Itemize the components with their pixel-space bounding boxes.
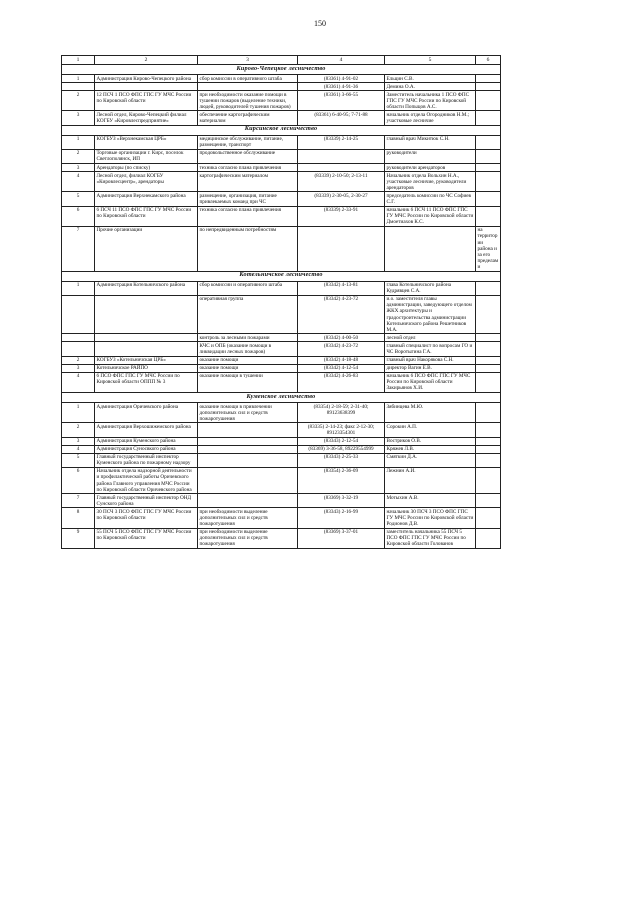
cell-phone: (83343) 2-16-99 [298, 508, 385, 528]
cell-contact-person: руководители арендаторов [385, 164, 476, 172]
cell-note [476, 342, 501, 356]
table-row [62, 364, 501, 372]
cell-contact-person: Демина О.А. [385, 83, 476, 91]
cell-phone: (83342) 4-18-48 [298, 356, 385, 364]
cell-function: при необходимости выделение дополнительных сил и средств пожаротушения [198, 528, 298, 548]
cell-contact-person: Ельцин С.В. [385, 75, 476, 83]
cell-contact-person: председатель комиссии по ЧС Софиев С.Г. [385, 192, 476, 206]
column-number: 5 [385, 56, 476, 65]
section-header-row [62, 65, 501, 75]
cell-phone: (83369) 3-37-01 [298, 528, 385, 548]
column-number: 6 [476, 56, 501, 65]
cell-phone: (83361) 6-40-95; 7-71-88 [298, 111, 385, 125]
cell-row-number: 2 [62, 423, 95, 437]
cell-note [476, 403, 501, 423]
cell-phone [298, 164, 385, 172]
cell-phone: (83343) 2-25-33 [298, 453, 385, 467]
table-row [62, 226, 501, 271]
cell-function: оказание помощи в тушении [198, 372, 298, 392]
cell-contact-person: главный специалист по вопросам ГО и ЧС Воротыгина Г.А. [385, 342, 476, 356]
cell-organization [95, 342, 198, 356]
cell-function: картографическим материалом [198, 172, 298, 192]
cell-organization: Лесной отдел, филиал КОГБУ «Кировлесцентр», арендаторы [95, 172, 198, 192]
cell-row-number: 3 [62, 164, 95, 172]
cell-row-number: 5 [62, 453, 95, 467]
table-row [62, 494, 501, 508]
cell-note [476, 356, 501, 364]
section-header-row [62, 271, 501, 281]
cell-note [476, 172, 501, 192]
table-row [62, 423, 501, 437]
cell-row-number: 1 [62, 135, 95, 149]
cell-contact-person: заместитель начальника 55 ПСЧ 5 ПСО ФПС ГПС ГУ МЧС России по Кировской области Голованов [385, 528, 476, 548]
table-row [62, 295, 501, 334]
cell-note [476, 206, 501, 226]
cell-organization [95, 83, 198, 91]
cell-organization [95, 295, 198, 334]
cell-phone: (83361) 3-66-55 [298, 91, 385, 111]
cell-contact-person: начальник 6 ПСЧ 11 ПСО ФПС ГПС ГУ МЧС России по Кировской области Дмоетиахов К.С. [385, 206, 476, 226]
cell-function: КЧС и ОПБ (оказание помощи в ликвидации лесных пожаров) [198, 342, 298, 356]
cell-organization: Главный государственный инспектор Куменского района по пожарному надзору [95, 453, 198, 467]
cell-function [198, 437, 298, 445]
cell-function: оказание помощи [198, 364, 298, 372]
cell-phone: (83342) 4-26-83 [298, 372, 385, 392]
cell-organization: 12 ПСЧ 1 ПСО ФПС ГПС ГУ МЧС России по Кировской области [95, 91, 198, 111]
cell-function: при необходимости выделение дополнительных сил и средств пожаротушения [198, 508, 298, 528]
cell-note [476, 364, 501, 372]
cell-phone: (83342) 4-13-81 [298, 281, 385, 295]
cell-function: контроль за лесными пожарами [198, 334, 298, 342]
cell-organization: Администрация Оричевского района [95, 403, 198, 423]
cell-note [476, 445, 501, 453]
cell-organization: Администрация Суносвкого района [95, 445, 198, 453]
cell-row-number: 3 [62, 364, 95, 372]
cell-note [476, 453, 501, 467]
table-row [62, 135, 501, 149]
contacts-table [61, 55, 501, 549]
column-number: 4 [298, 56, 385, 65]
cell-phone: (83361) 4-91-02 [298, 75, 385, 83]
cell-contact-person: начальник 30 ПСЧ 3 ПСО ФПС ГПС ГУ МЧС России по Кировской области Родионов Д.В. [385, 508, 476, 528]
cell-note [476, 281, 501, 295]
cell-contact-person: начальник отдела Огородников Н.М.; участковые лесничие [385, 111, 476, 125]
cell-row-number: 1 [62, 75, 95, 83]
cell-row-number: 7 [62, 494, 95, 508]
table-row [62, 403, 501, 423]
table-row [62, 334, 501, 342]
cell-note [476, 372, 501, 392]
table-row [62, 83, 501, 91]
cell-row-number: 4 [62, 445, 95, 453]
cell-organization: Прочие организации [95, 226, 198, 271]
cell-function: обеспечение картографическим материалом [198, 111, 298, 125]
column-number: 2 [95, 56, 198, 65]
cell-contact-person: руководители [385, 149, 476, 163]
cell-contact-person: начальник 6 ПСО ФПС ГПС ГУ МЧС России по Кировской области Закирьянов Х.И. [385, 372, 476, 392]
cell-note [476, 295, 501, 334]
cell-contact-person: Мотыхин А.В. [385, 494, 476, 508]
table-row [62, 149, 501, 163]
cell-phone: (83339) 2-33-91 [298, 206, 385, 226]
table-row [62, 372, 501, 392]
cell-note [476, 135, 501, 149]
cell-function [198, 445, 298, 453]
cell-contact-person: Смяткин Д.А. [385, 453, 476, 467]
cell-function: оказание помощи в привлечении дополнительных сил и средств пожаротушения [198, 403, 298, 423]
cell-function: при необходимости оказание помощи в тушении пожаров (выделение техники, людей, руководителей тушения пожаров) [198, 91, 298, 111]
cell-phone: (83342) 4-00-50 [298, 334, 385, 342]
section-header-row [62, 125, 501, 135]
cell-organization: Администрация Котельничского района [95, 281, 198, 295]
cell-contact-person: Кряжев Л.В. [385, 445, 476, 453]
cell-organization: Администрация Верхнекамского района [95, 192, 198, 206]
cell-note [476, 334, 501, 342]
table-row [62, 111, 501, 125]
cell-phone: (83342) 4-12-54 [298, 364, 385, 372]
cell-contact-person: лесной отдел [385, 334, 476, 342]
cell-row-number: 1 [62, 281, 95, 295]
cell-note [476, 508, 501, 528]
cell-contact-person: главный врач Накорякова С.Н. [385, 356, 476, 364]
cell-organization: КОГБУЗ «Верхнекамская ЦРБ» [95, 135, 198, 149]
cell-contact-person: Сорокин А.П. [385, 423, 476, 437]
cell-contact-person: Зябинцева М.Ю. [385, 403, 476, 423]
cell-phone: (83339) 2-14-25 [298, 135, 385, 149]
cell-organization: Главный государственный инспектор ОНД Сунского района [95, 494, 198, 508]
table-row [62, 75, 501, 83]
cell-contact-person: директор Вагин Е.В. [385, 364, 476, 372]
column-number: 3 [198, 56, 298, 65]
table-row [62, 164, 501, 172]
section-title: Котельничское лесничество [62, 271, 501, 281]
section-header-row [62, 393, 501, 403]
cell-organization: 30 ПСЧ 3 ПСО ФПС ГПС ГУ МЧС России по Кировской области [95, 508, 198, 528]
cell-phone: (83354) 2-36-09 [298, 467, 385, 493]
cell-contact-person: Заместитель начальника 1 ПСО ФПС ГПС ГУ МЧС России по Кировской области Попыцов А.С. [385, 91, 476, 111]
cell-row-number [62, 342, 95, 356]
cell-row-number [62, 295, 95, 334]
cell-organization: Арендаторы (по списку) [95, 164, 198, 172]
section-title: Кирсинское лесничество [62, 125, 501, 135]
table-row [62, 281, 501, 295]
table-row [62, 453, 501, 467]
cell-function: техника согласно плана привлечения [198, 206, 298, 226]
section-title: Куменское лесничество [62, 393, 501, 403]
cell-note [476, 91, 501, 111]
cell-contact-person [385, 226, 476, 271]
cell-organization: Торговые организации г. Кирс, поселок Светлополянск, ИП [95, 149, 198, 163]
cell-function [198, 494, 298, 508]
table-row [62, 437, 501, 445]
cell-organization [95, 334, 198, 342]
cell-function: сбор комиссии и оперативного штаба [198, 281, 298, 295]
table-row [62, 192, 501, 206]
cell-phone: (83369) 3-36-58, 89229554999 [298, 445, 385, 453]
cell-note [476, 494, 501, 508]
cell-row-number: 4 [62, 172, 95, 192]
cell-note [476, 437, 501, 445]
table-row [62, 508, 501, 528]
cell-row-number [62, 334, 95, 342]
cell-function [198, 453, 298, 467]
cell-note [476, 164, 501, 172]
cell-phone: (83369) 3-32-19 [298, 494, 385, 508]
cell-function: продовольственное обслуживание [198, 149, 298, 163]
cell-function: оказание помощи [198, 356, 298, 364]
cell-phone: (83342) 4-23-72 [298, 342, 385, 356]
cell-contact-person: Лежнин А.И. [385, 467, 476, 493]
cell-row-number: 7 [62, 226, 95, 271]
cell-row-number: 2 [62, 91, 95, 111]
cell-function: сбор комиссии в оперативного штаба [198, 75, 298, 83]
cell-phone: (83354) 2-18-59; 2-31-40; 89123638399 [298, 403, 385, 423]
cell-row-number: 6 [62, 206, 95, 226]
cell-organization: 6 ПСО ФПС ГПС ГУ МЧС России по Кировской области ОППП № 3 [95, 372, 198, 392]
cell-function [198, 467, 298, 493]
cell-note [476, 83, 501, 91]
cell-row-number: 4 [62, 372, 95, 392]
cell-contact-person: главный врач Микитюк С.Н. [385, 135, 476, 149]
cell-contact-person: Востриков О.В. [385, 437, 476, 445]
cell-row-number: 1 [62, 403, 95, 423]
cell-organization: Администрация Куменского района [95, 437, 198, 445]
cell-note [476, 423, 501, 437]
cell-organization: Лесной отдел, Кирово-Чепецкий филиал КОГБУ «Кировлеспредприятие» [95, 111, 198, 125]
cell-organization: Администрация Верхошижемского района [95, 423, 198, 437]
cell-row-number: 2 [62, 149, 95, 163]
cell-row-number [62, 83, 95, 91]
cell-row-number: 8 [62, 508, 95, 528]
cell-contact-person: глава Котельничского района Кудрявцев С.А. [385, 281, 476, 295]
cell-note [476, 192, 501, 206]
table-row [62, 356, 501, 364]
table-row [62, 528, 501, 548]
column-number: 1 [62, 56, 95, 65]
cell-note [476, 467, 501, 493]
cell-note [476, 149, 501, 163]
cell-organization: 55 ПСЧ 5 ПСО ФПС ГПС ГУ МЧС России по Кировской области [95, 528, 198, 548]
cell-phone [298, 149, 385, 163]
cell-contact-person: Начальник отдела Вольхин Н.А., участковые лесничие, руководители арендаторов [385, 172, 476, 192]
cell-row-number: 6 [62, 467, 95, 493]
cell-organization: Котельничское РАЙПО [95, 364, 198, 372]
cell-note [476, 528, 501, 548]
table-row [62, 445, 501, 453]
cell-row-number: 5 [62, 192, 95, 206]
cell-organization: 6 ПСЧ 11 ПСО ФПС ГПС ГУ МЧС России по Кировской области [95, 206, 198, 226]
cell-function: размещение, организация, питание привлекаемых команд при ЧС [198, 192, 298, 206]
cell-phone: (83343) 2-12-54 [298, 437, 385, 445]
column-number-row [62, 56, 501, 65]
cell-organization: Начальник отдела надзорной деятельности и профилактической работы Оричевского района Главного управления МЧС России по Кировской области Оричевского района [95, 467, 198, 493]
cell-function [198, 83, 298, 91]
cell-row-number: 9 [62, 528, 95, 548]
cell-organization: КОГБУЗ «Котельничская ЦРБ» [95, 356, 198, 364]
table-row [62, 342, 501, 356]
cell-organization: Администрация Кирово-Чепецкого района [95, 75, 198, 83]
cell-function: медицинское обслуживание, питание, размещение, транспорт [198, 135, 298, 149]
section-title: Кирово-Чепецкое лесничество [62, 65, 501, 75]
table-row [62, 91, 501, 111]
table-row [62, 467, 501, 493]
cell-note [476, 75, 501, 83]
page-number: 150 [314, 19, 326, 28]
table-row [62, 172, 501, 192]
cell-row-number: 3 [62, 111, 95, 125]
table-row [62, 206, 501, 226]
cell-contact-person: и.о. заместителя главы администрации, заведующего отделом ЖКХ архитектуры и градостроительства администрации Котельничского района Решетников М.А. [385, 295, 476, 334]
cell-note: на территории района и за его пределами [476, 226, 501, 271]
cell-function [198, 423, 298, 437]
cell-row-number: 2 [62, 356, 95, 364]
cell-phone: (83339) 2-30-05, 2-30-27 [298, 192, 385, 206]
cell-note [476, 111, 501, 125]
cell-phone: (83339) 2-10-50; 2-13-11 [298, 172, 385, 192]
cell-function: оперативная группа [198, 295, 298, 334]
cell-phone: (83361) 4-91-36 [298, 83, 385, 91]
cell-phone: (83335) 2-14-23; факс 2-12-30; 89123354301 [298, 423, 385, 437]
cell-function: техника согласно плана привлечения [198, 164, 298, 172]
cell-function: по непредвиденным потребностям [198, 226, 298, 271]
cell-phone: (83342) 4-23-72 [298, 295, 385, 334]
cell-phone [298, 226, 385, 271]
cell-row-number: 3 [62, 437, 95, 445]
